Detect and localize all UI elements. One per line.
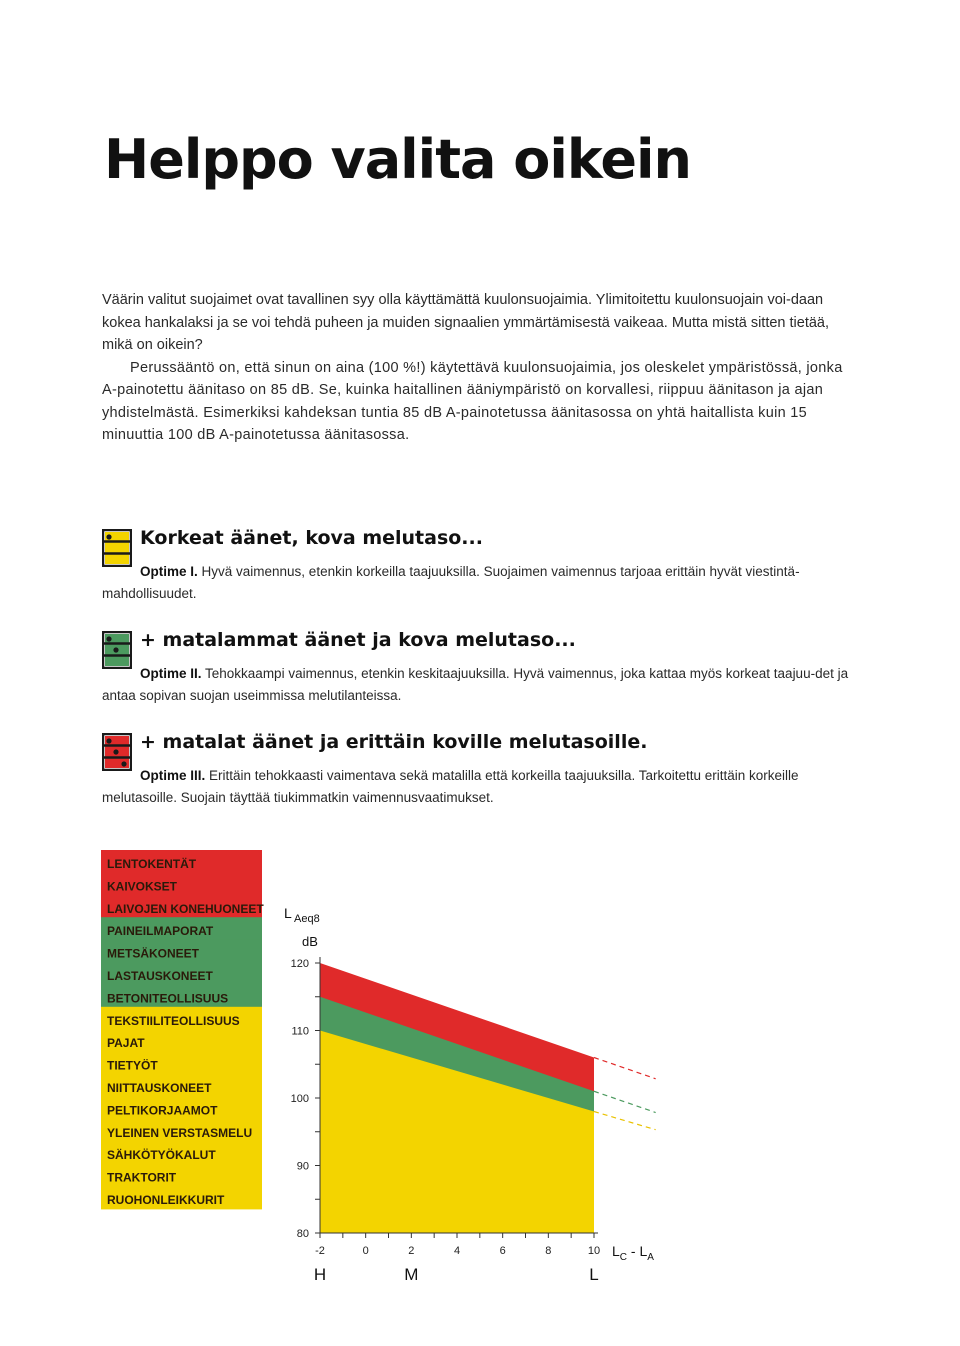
- option-1-heading: Korkeat äänet, kova melutaso...: [140, 527, 483, 549]
- intro-paragraph-2: Perussääntö on, että sinun on aina (100 %!) käytettävä kuulonsuojaimia, jos oleskelet ympäristössä, jonka A-painotettu äänitaso on 85 dB. Se, kuinka haitallinen ääniympäristö on korvallesi, riippuu äänitason ja ajan yhdistelmästä. Esimerkiksi kahdeksan tuntia 85 dB A-painotetussa äänitasossa on yhtä haitallista kuin 15 minuuttia 100 dB A-painotetussa äänitasossa.: [102, 359, 843, 443]
- environment-label: PELTIKORJAAMOT: [107, 1103, 218, 1118]
- noise-level-chart: [0, 840, 960, 1310]
- environment-label: KAIVOKSET: [107, 879, 178, 894]
- environment-label: TEKSTIILITEOLLISUUS: [107, 1013, 240, 1028]
- environment-label: LASTAUSKONEET: [107, 969, 213, 983]
- option-1-text: [102, 561, 854, 605]
- extension-line-0: [594, 1112, 656, 1130]
- option-1-description: Hyvä vaimennus, etenkin korkeilla taajuuksilla. Suojaimen vaimennus tarjoaa erittäin hyvät viestintä-mahdollisuudet.: [102, 564, 800, 601]
- x-axis-label: $L_C - L_A$: [612, 1243, 654, 1263]
- x-tick-label: 6: [499, 1245, 506, 1257]
- environment-label: YLEINEN VERSTASMELU: [107, 1125, 253, 1140]
- x-tick-label: 10: [587, 1245, 601, 1257]
- environment-label: TIETYÖT: [107, 1058, 158, 1073]
- option-3-heading: + matalat äänet ja erittäin koville melutasoille.: [140, 731, 648, 753]
- x-tick-label: 8: [545, 1245, 552, 1257]
- page-title: Helppo valita oikein: [104, 128, 691, 191]
- environment-label: NIITTAUSKONEET: [107, 1081, 212, 1095]
- environment-label: PAINEILMAPORAT: [107, 924, 214, 939]
- extension-line-1: [594, 1091, 656, 1112]
- x-tick-label: 4: [453, 1245, 461, 1257]
- option-2-heading: + matalammat äänet ja kova melutaso...: [140, 629, 576, 651]
- optime-ii-icon: [102, 631, 132, 669]
- environment-label: RUOHONLEIKKURIT: [107, 1193, 225, 1207]
- option-section-2: [102, 629, 854, 707]
- y-tick-label: 90: [296, 1160, 309, 1173]
- option-2-text: [102, 663, 854, 707]
- intro-text: [102, 289, 854, 447]
- x-tick-label: -2: [315, 1245, 325, 1257]
- option-section-1: [102, 527, 854, 605]
- environment-list: [101, 850, 264, 1209]
- option-section-3: [102, 731, 854, 809]
- environment-label: LAIVOJEN KONEHUONEET: [107, 901, 264, 916]
- environment-label: SÄHKÖTYÖKALUT: [107, 1148, 216, 1163]
- y-axis-label-sub: Aeq8: [294, 913, 320, 925]
- frequency-label: H: [313, 1265, 327, 1284]
- chart-plot: [320, 963, 656, 1233]
- frequency-label: M: [404, 1265, 419, 1284]
- optime-iii-icon: [102, 733, 132, 771]
- environment-label: METSÄKONEET: [107, 946, 200, 961]
- option-3-text: [102, 765, 854, 809]
- y-tick-label: 110: [291, 1025, 309, 1038]
- y-axis-label-main: L: [284, 905, 292, 921]
- environment-label: LENTOKENTÄT: [107, 857, 197, 871]
- optime-i-icon: [102, 529, 132, 567]
- option-2-description: Tehokkaampi vaimennus, etenkin keskitaajuuksilla. Hyvä vaimennus, joka kattaa myös korkeat taajuu-det ja antaa sopivan suojan useimmissa melutilanteissa.: [102, 666, 849, 703]
- y-tick-label: 80: [296, 1228, 309, 1240]
- extension-line-2: [594, 1058, 656, 1079]
- x-tick-label: 2: [408, 1245, 415, 1257]
- y-tick-label: 120: [290, 958, 309, 970]
- intro-paragraph-1: Väärin valitut suojaimet ovat tavallinen syy olla käyttämättä kuulonsuojaimia. Ylimitoitettu kuulonsuojain voi-daan kokea hankalaksi ja se voi tehdä puheen ja muiden signaalien ymmärtämisestä vaikeaa. Mutta mistä sitten tietää, mikä on oikein?: [102, 292, 830, 353]
- option-2-label: Optime II.: [140, 666, 202, 681]
- option-3-label: Optime III.: [140, 768, 206, 783]
- option-3-description: Erittäin tehokkaasti vaimentava sekä matalilla että korkeilla taajuuksilla. Tarkoitettu erittäin korkeille melutasoille. Suojain täyttää tiukimmatkin vaimennusvaatimukset.: [102, 768, 799, 805]
- environment-label: PAJAT: [107, 1036, 145, 1051]
- environment-label: BETONITEOLLISUUS: [107, 991, 229, 1006]
- frequency-label: L: [589, 1265, 599, 1284]
- x-tick-label: 0: [362, 1245, 369, 1257]
- y-axis-unit: dB: [302, 934, 318, 949]
- environment-label: TRAKTORIT: [107, 1170, 177, 1185]
- option-1-label: Optime I.: [140, 564, 198, 579]
- y-tick-label: 100: [290, 1093, 309, 1105]
